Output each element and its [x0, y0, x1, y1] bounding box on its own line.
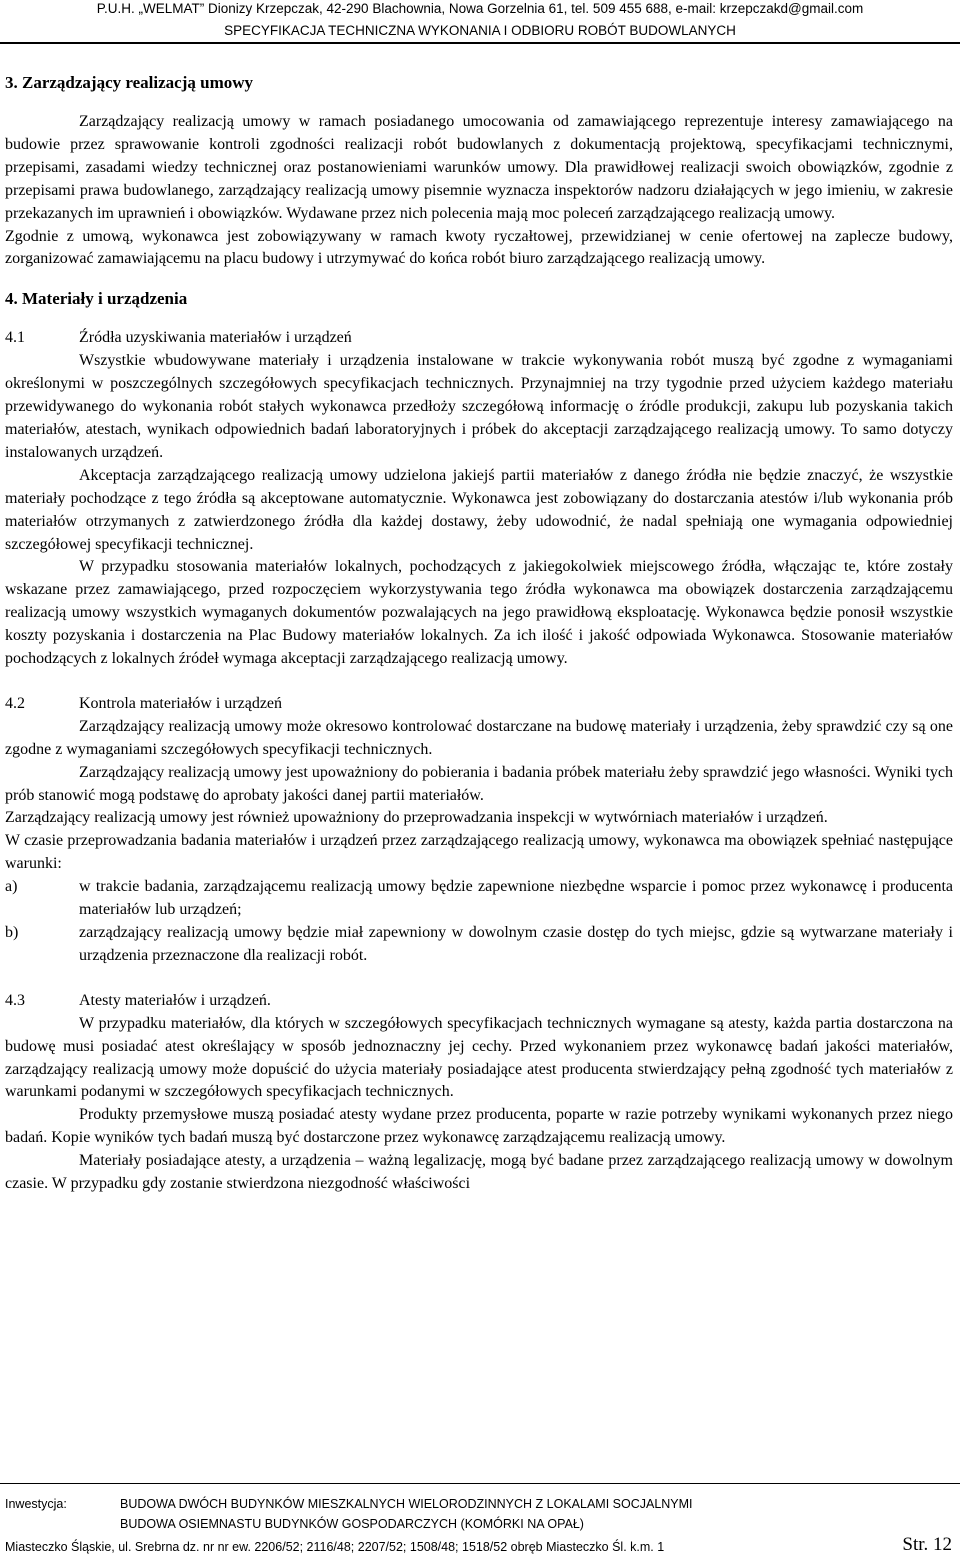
subsection-title: Atesty materiałów i urządzeń. [79, 991, 271, 1009]
subsection-4-2-paragraph-2: Zarządzający realizacją umowy jest upoważniony do pobierania i badania próbek materiału żeby sprawdzić jego własności. Wyniki tych prób stanowić mogą podstawę do aprobaty jakości danej partii materiałów. [5, 763, 953, 804]
subsection-4-1-paragraph-2: Akceptacja zarządzającego realizacją umowy udzielona jakiejś partii materiałów z danego źródła nie będzie znaczyć, że wszystkie materiały pochodzące z tego źródła są akceptowane automatycznie. Wykonawca jest zobowiązany do dostarczania atestów i/lub wykonania prób materiałów otrzymanych z zatwierdzonego źródła dla każdej dostawy, żeby udowodnić, że nadal spełniają one wymagania odpowiedniej szczegółowej specyfikacji technicznej. [5, 466, 953, 553]
footer-divider [0, 1483, 960, 1484]
investment-line-1: BUDOWA DWÓCH BUDYNKÓW MIESZKALNYCH WIELORODZINNYCH Z LOKALAMI SOCJALNYMI [120, 1497, 693, 1511]
subsection-number: 4.1 [5, 329, 25, 347]
subsection-4-3-heading [5, 990, 953, 1013]
investment-label: Inwestycja: [5, 1497, 67, 1511]
subsection-4-3-paragraph-2: Produkty przemysłowe muszą posiadać atesty wydane przez producenta, poparte w razie potrzeby wynikami wykonanych przez niego badań. Kopie wyników tych badań muszą być dostarczone przez wykonawcę zarządzającemu realizacją umowy. [5, 1106, 953, 1147]
subsection-4-2-paragraph-1: Zarządzający realizacją umowy może okresowo kontrolować dostarczane na budowę materiały i urządzenia, żeby sprawdzić czy są one zgodne z wymaganiami szczegółowych specyfikacji technicznych. [5, 717, 953, 758]
section-3-paragraph-2: Zgodnie z umową, wykonawca jest zobowiązywany w ramach kwoty ryczałtowej, przewidzianej w cenie ofertowej na zaplecze budowy, zorganizować zamawiającemu na placu budowy i utrzymywać do końca robót biuro zarządzającego realizacją umowy. [5, 227, 953, 268]
subsection-number: 4.3 [5, 991, 25, 1009]
section-3-paragraph-1: Zarządzający realizacją umowy w ramach posiadanego umocowania od zamawiającego reprezentuje interesy zamawiającego na budowie przez sprawowanie kontroli zgodności realizacji robót budowlanych z dokumentacją projektową, specyfikacjami technicznymi, przepisami, zasadami wiedzy technicznej oraz postanowieniami warunków umowy. Dla prawidłowej realizacji swoich obowiązków, zgodnie z przepisami prawa budowlanego, zarządzający realizacją umowy pisemnie wyznacza inspektorów nadzoru działających w jego imieniu, w zakresie przekazanych im uprawnień i obowiązków. Wydawane przez nich polecenia mają moc poleceń zarządzającego realizacją umowy. [5, 113, 953, 222]
footer-location: Miasteczko Śląskie, ul. Srebrna dz. nr nr ew. 2206/52; 2116/48; 2207/52; 1508/48; 1518/52 obręb Miasteczko Śl. k.m. 1 [5, 1540, 665, 1554]
subsection-4-1-paragraph-1: Wszystkie wbudowywane materiały i urządzenia instalowane w trakcie wykonywania robót muszą być zgodne z wymaganiami określonymi w poszczególnych szczegółowych specyfikacjach technicznych. Przynajmniej na trzy tygodnie przed użyciem każdego materiału przewidywanego do wykonania robót stałych wykonawca przedłoży szczegółową informację o źródle produkcji, zakupu lub pozyskania takich materiałów, atestach, wynikach odpowiednich badań laboratoryjnych i próbek do akceptacji zarządzającego realizacją umowy. To samo dotyczy instalowanych urządzeń. [5, 352, 953, 461]
subsection-number: 4.2 [5, 694, 25, 712]
page-number: Str. 12 [902, 1534, 952, 1555]
subsection-4-2-paragraph-4: W czasie przeprowadzania badania materiałów i urządzeń przez zarządzającego realizacją umowy, wykonawca ma obowiązek spełniać następujące warunki: [5, 832, 953, 873]
list-item-text: zarządzający realizacją umowy będzie miał zapewniony w dowolnym czasie dostęp do tych miejsc, gdzie są wytwarzane materiały i urządzenia przeznaczone dla realizacji robót. [79, 924, 953, 964]
list-item-label: a) [5, 878, 18, 896]
subsection-4-2-heading [5, 693, 953, 716]
section-3-heading: 3. Zarządzający realizacją umowy [5, 73, 254, 92]
list-item-label: b) [5, 924, 19, 941]
subsection-title: Źródła uzyskiwania materiałów i urządzeń [79, 329, 352, 347]
subsection-4-2-paragraph-3: Zarządzający realizacją umowy jest również upoważniony do przeprowadzania inspekcji w wytwórniach materiałów i urządzeń. [5, 809, 828, 827]
list-item-text: w trakcie badania, zarządzającemu realizacją umowy będzie zapewnione niezbędne wsparcie i pomoc przez wykonawcę i producenta materiałów lub urządzeń; [79, 878, 953, 919]
list-item [5, 876, 953, 922]
subsection-title: Kontrola materiałów i urządzeń [79, 694, 283, 712]
subsection-4-3-paragraph-3: Materiały posiadające atesty, a urządzenia – ważną legalizację, mogą być badane przez zarządzającego realizacją umowy w dowolnym czasie. W przypadku gdy zostanie stwierdzona niezgodność właściwości [5, 1152, 953, 1193]
investment-line-2: BUDOWA OSIEMNASTU BUDYNKÓW GOSPODARCZYCH (KOMÓRKI NA OPAŁ) [120, 1517, 584, 1531]
header-company: P.U.H. „WELMAT” Dionizy Krzepczak, 42-290 Blachownia, Nowa Gorzelnia 61, tel. 509 455 688, e-mail: krzepczakd@gmail.com [96, 1, 864, 16]
document-body [5, 67, 953, 1196]
list-item [5, 922, 953, 968]
subsection-4-1-paragraph-3: W przypadku stosowania materiałów lokalnych, pochodzących z jakiegokolwiek miejscowego źródła, włączając te, które zostały wskazane przez zamawiającego, przed rozpoczęciem wykorzystywania tego źródła wykonawca ma obowiązek dostarczenia zarządzającemu realizacją umowy wszystkich wymaganych dokumentów pozwalających na jego prawidłową eksploatację. Wykonawca będzie ponosił wszystkie koszty pozyskania i dostarczenia na Plac Budowy materiałów lokalnych. Za ich ilość i jakość odpowiada Wykonawca. Stosowanie materiałów pochodzących z lokalnych źródeł wymaga akceptacji zarządzającego realizacją umowy. [5, 558, 953, 668]
section-4-heading: 4. Materiały i urządzenia [5, 289, 188, 309]
footer-investment [5, 1497, 955, 1533]
subsection-4-3-paragraph-1: W przypadku materiałów, dla których w szczegółowych specyfikacjach technicznych wymagane są atesty, każda partia dostarczona na budowę musi posiadać atest określający w sposób jednoznaczny jej cechy. Przed wykonaniem przez wykonawcę badań jakości materiałów, zarządzający realizacją umowy może dopuścić do użycia materiały posiadające atest producenta stwierdzający pełną zgodność tych materiałów z warunkami podanymi w szczegółowych specyfikacjach technicznych. [5, 1014, 953, 1101]
subsection-4-1-heading [5, 327, 953, 350]
header-divider [0, 42, 960, 44]
header-spec-title: SPECYFIKACJA TECHNICZNA WYKONANIA I ODBIORU ROBÓT BUDOWLANYCH [224, 23, 736, 38]
